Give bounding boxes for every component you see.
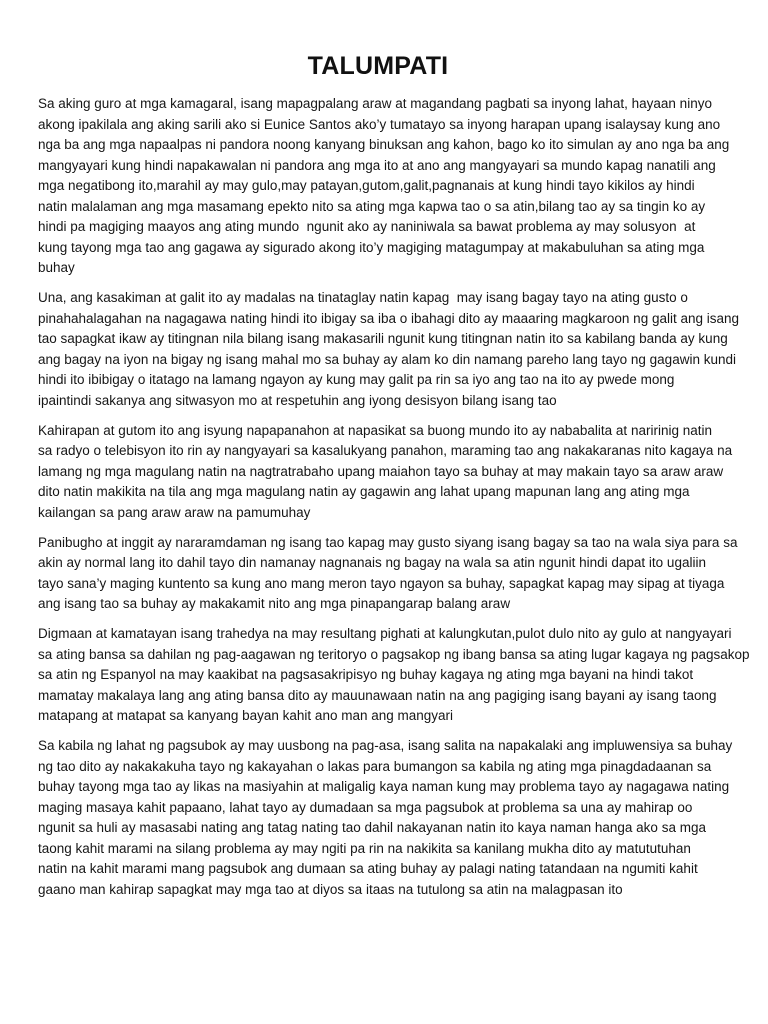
paragraph-line: hindi pa magiging maayos ang ating mundo ngunit ako ay naniniwala sa bawat problema ay may solusyon at [38, 219, 696, 234]
paragraph-line: mga negatibong ito,marahil ay may gulo,may patayan,gutom,galit,pagnanais at kung hindi tayo kikilos ay hindi [38, 178, 695, 193]
paragraph-line: matapang at matapat sa kanyang bayan kahit ano man ang mangyari [38, 708, 454, 723]
paragraph-line: buhay [38, 260, 75, 275]
paragraph-line: pinahahalagahan na nagagawa nating hindi ito ibigay sa iba o ibahagi dito ay maaaring magkaroon ng galit ang isang [38, 310, 740, 326]
paragraph [38, 421, 756, 524]
paragraph-line: nga ba ang mga napaalpas ni pandora noong kanyang binuksan ang kahon, bago ko ito simulan ay ano nga ba ang [38, 137, 730, 152]
paragraph-line: Kahirapan at gutom ito ang isyung napapanahon at napasikat sa buong mundo ito ay nababalita at naririnig natin [38, 422, 712, 438]
paragraph-line: akin ay normal lang ito dahil tayo din namanay nagnanais ng bagay na wala sa atin ngunit hindi dapat ito ugaliin [38, 555, 706, 570]
paragraph-line: Sa aking guro at mga kamagaral, isang mapagpalang araw at magandang pagbati sa inyong lahat, hayaan ninyo [38, 96, 712, 111]
paragraph-line: ang bagay na iyon na bigay ng isang mahal mo sa buhay ay alam ko din namang pareho lang tayo ng gagawin kundi [38, 351, 736, 367]
document-body [38, 94, 756, 910]
paragraph-line: ang isang tao sa buhay ay makakamit nito ang mga pinapangarap balang araw [38, 596, 511, 611]
paragraph-line: Una, ang kasakiman at galit ito ay madalas na tinataglay natin kapag may isang bagay tayo na ating gusto o [38, 290, 688, 305]
document-title: TALUMPATI [307, 52, 449, 80]
paragraph-line: taong kahit marami na silang problema ay may ngiti pa rin na nakikita sa kanilang mukha dito ay matututuhan [38, 840, 691, 856]
paragraph [38, 533, 756, 615]
paragraph-line: Panibugho at inggit ay nararamdaman ng isang tao kapag may gusto siyang isang bagay sa tao na wala siya para sa [38, 534, 738, 550]
paragraph-line: gaano man kahirap sapagkat may mga tao at diyos sa itaas na tutulong sa atin na malagpasan ito [38, 881, 623, 897]
paragraph-line: ngunit sa huli ay masasabi nating ang tatag nating tao dahil nakayanan natin ito kaya naman hanga ako sa mga [38, 820, 706, 835]
paragraph-line: Sa kabila ng lahat ng pagsubok ay may uusbong na pag-asa, isang salita na napakalaki ang impluwensiya sa buhay [38, 738, 733, 753]
paragraph-line: natin malalaman ang mga masamang epekto nito sa ating mga kapwa tao o sa atin,bilang tao ay sa tingin ko ay [38, 198, 706, 214]
paragraph-line: tao sapagkat ikaw ay titingnan nila bilang isang makasarili ngunit kung titingnan natin ito sa kabilang banda ay kung [38, 331, 728, 346]
paragraph-line: Digmaan at kamatayan isang trahedya na may resultang pighati at kalungkutan,pulot dulo nito ay gulo at nangyayari [38, 626, 732, 641]
paragraph-line: sa ating bansa sa dahilan ng pag-aagawan ng teritoryo o pagsakop ng ibang bansa sa ating lugar kagaya ng pagsakop [38, 646, 750, 662]
paragraph [38, 288, 756, 411]
paragraph-line: kailangan sa pang araw araw na pamumuhay [38, 504, 311, 520]
paragraph-line: sa atin ng Espanyol na may kaakibat na pagsasakripisyo ng buhay kagaya ng ating mga bayani na hindi takot [38, 667, 694, 682]
paragraph-line: lamang ng mga magulang natin na nagtratrabaho upang maiahon tayo sa buhay at may makain tayo sa araw araw [38, 463, 724, 479]
paragraph-line: mamatay makalaya lang ang ating bansa dito ay mauunawaan natin na ang pagiging isang bayani ay isang taong [38, 687, 717, 703]
paragraph-line: ng tao dito ay nakakakuha tayo ng kakayahan o lakas para bumangon sa kabila ng ating mga pinagdadaanan sa [38, 758, 712, 774]
paragraph-line: tayo sana’y maging kuntento sa kung ano mang meron tayo ngayon sa buhay, sapagkat kapag may sipag at tiyaga [38, 575, 725, 591]
paragraph-line: kung tayong mga tao ang gagawa ay sigurado akong ito’y magiging matagumpay at makabuluhan sa ating mga [38, 239, 705, 255]
paragraph-line: sa radyo o telebisyon ito rin ay nangyayari sa kasalukyang panahon, maraming tao ang nakakaranas nito kagaya na [38, 443, 733, 458]
paragraph-line: akong ipakilala ang aking sarili ako si Eunice Santos ako’y tumatayo sa inyong harapan upang isalaysay kung ano [38, 116, 721, 132]
paragraph-line: mangyayari kung hindi napakawalan ni pandora ang mga ito at ano ang mangyayari sa mundo kapag nanatili ang [38, 157, 716, 173]
paragraph-line: hindi ito ibibigay o itatago na lamang ngayon ay kung may galit pa rin sa iyo ang tao na ito ay pwede mong [38, 372, 675, 387]
paragraph-line: maging masaya kahit papaano, lahat tayo ay dumadaan sa mga pagsubok at problema sa una ay mahirap oo [38, 799, 693, 815]
paragraph [38, 94, 756, 279]
paragraph-line: ipaintindi sakanya ang sitwasyon mo at respetuhin ang iyong desisyon bilang isang tao [38, 392, 557, 408]
paragraph [38, 736, 756, 900]
paragraph-line: buhay tayong mga tao ay likas na masiyahin at maligalig kaya naman kung may problema tayo ay nagagawa nating [38, 779, 730, 794]
paragraph-line: dito natin makikita na tila ang mga magulang natin ay gagawin ang lahat upang mapunan lang ang ating mga [38, 484, 690, 499]
paragraph [38, 624, 756, 727]
paragraph-line: natin na kahit marami mang pagsubok ang dumaan sa ating buhay ay palagi nating tatandaan na ngumiti kahit [38, 861, 698, 876]
